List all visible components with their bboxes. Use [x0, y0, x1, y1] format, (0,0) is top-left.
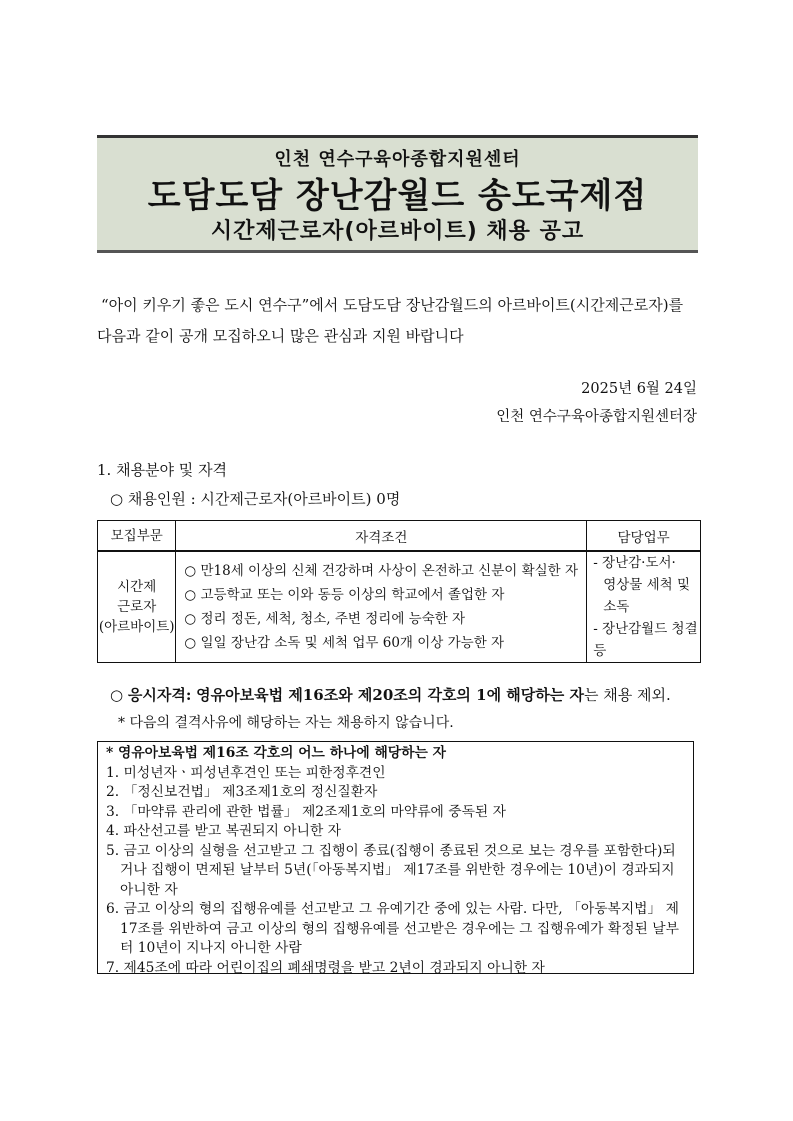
eligibility-text: 영유아보육법 제16조와 제20조의 각호의 1에 해당하는 자 — [196, 686, 584, 704]
condition-item: ○ 만18세 이상의 신체 건강하며 사상이 온전하고 신분이 확실한 자 — [184, 563, 579, 579]
disqualification-box — [97, 741, 694, 974]
notice-date: 2025년 6월 24일 — [581, 381, 697, 397]
list-item: 1. 미성년자ㆍ피성년후견인 또는 피한정후견인 — [106, 764, 386, 781]
duty-item: - 장난감·도서· — [593, 555, 676, 571]
disqualification-note: * 다음의 결격사유에 해당하는 자는 채용하지 않습니다. — [118, 715, 454, 731]
duties-cell — [587, 551, 701, 663]
eligibility-label: 응시자격: — [127, 686, 192, 704]
disqualification-title: * 영유아보육법 제16조 각호의 어느 하나에 해당하는 자 — [106, 745, 446, 761]
category-line: (아르바이트) — [98, 619, 175, 635]
condition-item: ○ 일일 장난감 소독 및 세척 업무 60개 이상 가능한 자 — [184, 635, 505, 651]
list-item: 2. 「정신보건법」 제3조제1호의 정신질환자 — [106, 784, 378, 800]
table-header: 모집부문 — [98, 521, 176, 552]
list-item: 5. 금고 이상의 실형을 선고받고 그 집행이 종료(집행이 종료된 것으로 보는 경우를 포함한다)되거나 집행이 면제된 날부터 5년(「아동복지법」 제17조를 위반한 경우에는 10년)이 경과되지 아니한 자 — [106, 842, 676, 898]
page-subtitle: 시간제근로자(아르바이트) 채용 공고 — [210, 219, 585, 244]
list-item: 7. 제45조에 따라 어린이집의 폐쇄명령을 받고 2년이 경과되지 아니한 자 — [106, 959, 545, 976]
list-item: 3. 「마약류 관리에 관한 법률」 제2조제1호의 마약류에 중독된 자 — [106, 803, 506, 820]
list-item: 6. 금고 이상의 형의 집행유예를 선고받고 그 유예기간 중에 있는 사람. 다만, 「아동복지법」 제17조를 위반하여 금고 이상의 형의 집행유예를 선고받은 경우에는 그 집행유예가 확정된 날부터 10년이 지나지 아니한 사람 — [106, 901, 680, 956]
eligibility-tail: 는 채용 제외. — [583, 686, 671, 704]
table-header-row — [98, 521, 701, 552]
positions-count: ○ 채용인원 : 시간제근로자(아르바이트) 0명 — [110, 490, 401, 508]
table-header: 자격조건 — [176, 521, 587, 552]
eligibility-line — [110, 684, 671, 705]
intro-paragraph: “아이 키우기 좋은 도시 연수구”에서 도담도담 장난감월드의 아르바이트(시간제근로자)를 다음과 같이 공개 모집하오니 많은 관심과 지원 바랍니다 — [97, 296, 684, 345]
recruitment-table — [97, 520, 701, 663]
duty-item: 영상물 세척 및 소독 — [603, 577, 691, 615]
section-title: 1. 채용분야 및 자격 — [97, 461, 228, 479]
table-header: 담당업무 — [587, 521, 701, 552]
duty-item: - 장난감월드 청결 등 — [593, 621, 698, 659]
category-line: 근로자 — [117, 599, 157, 615]
organization-name: 인천 연수구육아종합지원센터 — [274, 149, 521, 170]
condition-item: ○ 정리 정돈, 세척, 청소, 주변 정리에 능숙한 자 — [184, 611, 466, 627]
signature: 인천 연수구육아종합지원센터장 — [496, 409, 697, 425]
category-line: 시간제 — [117, 579, 157, 595]
title-banner — [97, 135, 698, 253]
condition-item: ○ 고등학교 또는 이와 동등 이상의 학교에서 졸업한 자 — [184, 587, 505, 603]
list-item: 4. 파산선고를 받고 복권되지 아니한 자 — [106, 823, 342, 839]
page-title: 도담도담 장난감월드 송도국제점 — [147, 176, 648, 216]
bullet: ○ — [110, 686, 124, 704]
category-cell — [98, 551, 176, 663]
conditions-cell — [176, 551, 587, 663]
table-row — [98, 551, 701, 663]
